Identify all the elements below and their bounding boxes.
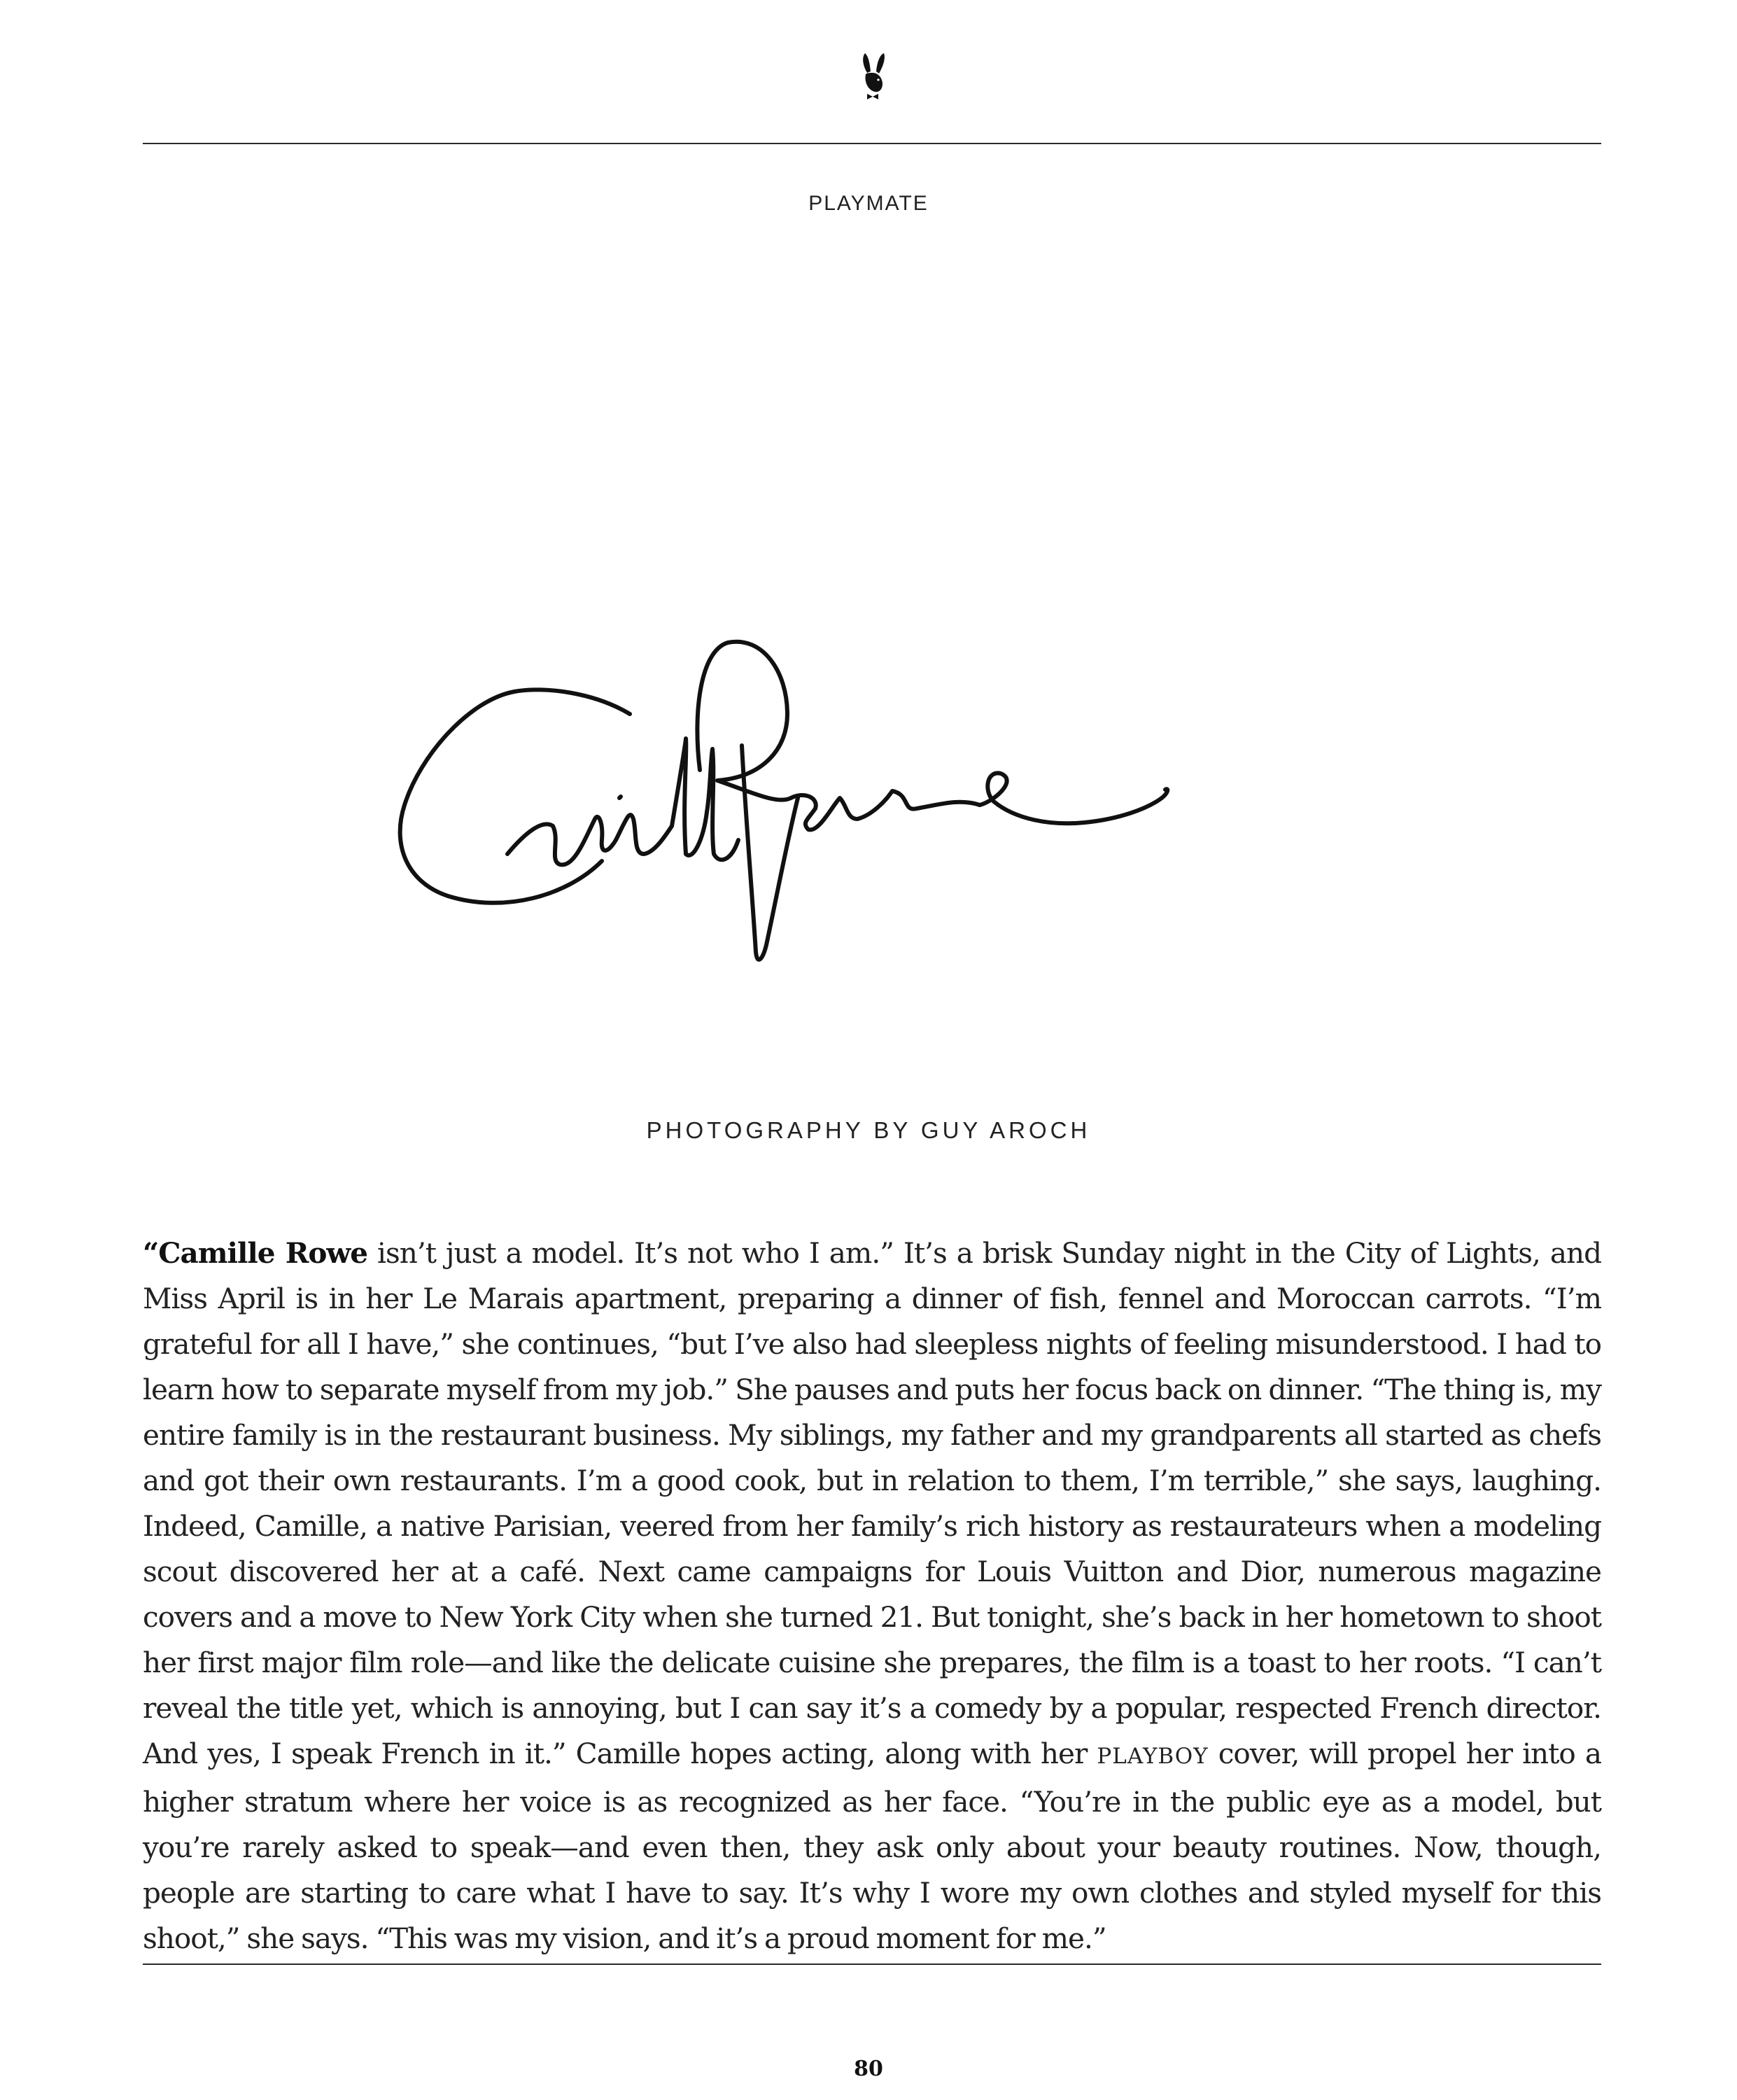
article-text-part-2: cover, will propel her into a higher stratum where her voice is as recognized as her face. “You’re in the public eye as a model, but you’re rarely asked to speak—and even then, they ask only about your beauty routines. Now, though, people are starting to care what I have to say. It’s why I wore my own clothes and styled myself for this shoot,” she says. “This was my vision, and it’s a proud moment for me.” <box>143 1737 1602 1955</box>
bottom-divider <box>143 1963 1601 1965</box>
section-label: PLAYMATE <box>808 192 929 215</box>
photography-credit: PHOTOGRAPHY BY GUY AROCH <box>646 1117 1091 1143</box>
signature-image <box>385 630 1365 1029</box>
article-text-part-1: isn’t just a model. It’s not who I am.” It’s a brisk Sunday night in the City of Lights, and Miss April is in her Le Marais apartment, preparing a dinner of fish, fennel and Moroccan carrots. “I’m grateful for all I have,” she continues, “but I’ve also had sleepless nights of feeling misunderstood. I had to learn how to separate myself from my job.” She pauses and puts her focus back on dinner. “The thing is, my entire family is in the restaurant business. My siblings, my father and my grandparents all started as chefs and got their own restaurants. I’m a good cook, but in relation to them, I’m terrible,” she says, laughing. Indeed, Camille, a native Parisian, veered from her family’s rich history as restaurateurs when a modeling scout discovered her at a café. Next came campaigns for Louis Vuitton and Dior, numerous magazine covers and a move to New York City when she turned 21. But tonight, she’s back in her hometown to shoot her first major film role—and like the delicate cuisine she prepares, the film is a toast to her roots. “I can’t reveal the title yet, which is annoying, but I can say it’s a comedy by a popular, respected French director. And yes, I speak French in it.” Camille hopes acting, along with her <box>143 1236 1602 1770</box>
page-number: 80 <box>854 2057 883 2081</box>
article-body <box>143 1231 1601 1961</box>
rabbit-head-logo-icon <box>857 52 889 101</box>
magazine-name: PLAYBOY <box>1097 1744 1209 1769</box>
lead-name: Camille Rowe <box>158 1236 368 1270</box>
top-divider <box>143 143 1601 144</box>
lead-quote-mark: “ <box>143 1236 159 1270</box>
